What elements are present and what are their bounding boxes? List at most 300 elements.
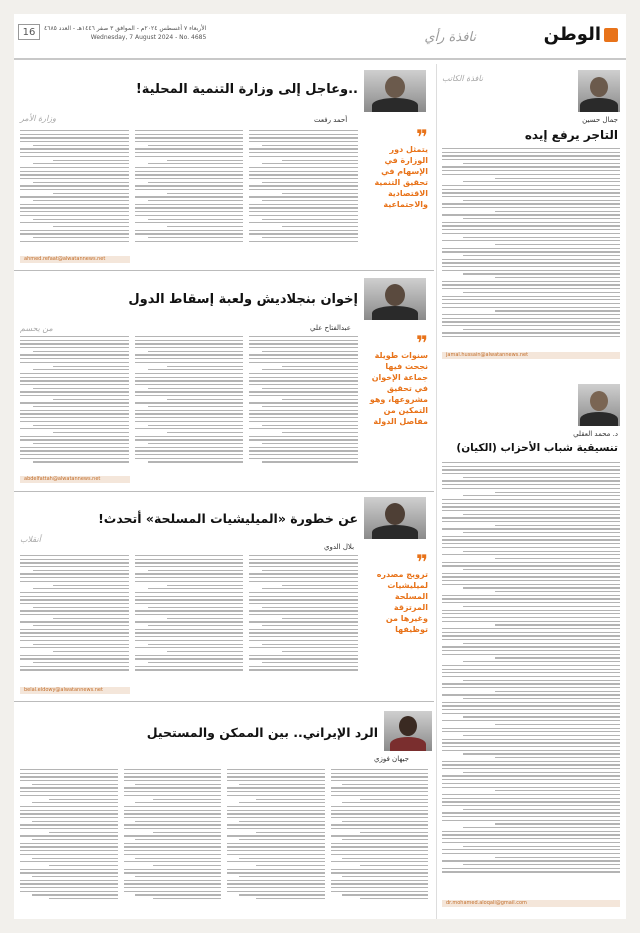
text-line — [124, 806, 222, 807]
page-header — [14, 14, 626, 60]
text-line — [20, 655, 129, 656]
text-line — [20, 185, 129, 186]
text-line — [249, 152, 358, 153]
text-line — [53, 432, 129, 433]
text-line — [442, 598, 620, 599]
text-line — [442, 750, 620, 751]
text-line — [20, 354, 129, 355]
text-line — [227, 813, 325, 814]
text-line — [20, 566, 129, 567]
pull-quote-text: سنوات طويلة نجحت فيها جماعة الإخوان في تحقيق مشروعها، وهو التمكين من مفاصل الدولة — [369, 351, 428, 426]
text-line — [135, 614, 244, 615]
text-line — [135, 636, 244, 637]
text-line — [249, 230, 358, 231]
text-line — [331, 872, 429, 873]
text-line — [135, 215, 244, 216]
page-number: 16 — [18, 24, 40, 40]
article-title: الرد الإيراني.. بين الممكن والمستحيل — [146, 725, 378, 740]
text-line — [249, 137, 358, 138]
text-line — [442, 639, 620, 640]
text-line — [249, 447, 358, 448]
text-line — [135, 233, 244, 234]
text-line — [135, 839, 221, 840]
text-line — [442, 189, 620, 190]
text-line — [135, 174, 244, 175]
text-line — [20, 806, 118, 807]
text-line — [33, 163, 129, 164]
text-line — [20, 402, 129, 403]
text-line — [249, 402, 358, 403]
text-line — [53, 651, 129, 652]
quote-mark-icon: ❞ — [416, 125, 428, 149]
text-line — [20, 189, 129, 190]
text-line — [342, 876, 428, 877]
text-line — [442, 539, 620, 540]
text-line — [239, 784, 325, 785]
text-line — [282, 432, 358, 433]
text-line — [249, 629, 358, 630]
text-line — [249, 340, 358, 341]
text-line — [227, 880, 325, 881]
text-line — [442, 746, 620, 747]
text-line — [463, 846, 620, 847]
text-line — [249, 171, 358, 172]
text-line — [495, 857, 620, 858]
text-line — [249, 241, 358, 242]
text-line — [442, 798, 620, 799]
text-line — [124, 843, 222, 844]
text-line — [442, 801, 620, 802]
text-line — [20, 573, 129, 574]
text-line — [463, 772, 620, 773]
text-line — [442, 325, 620, 326]
text-line — [442, 831, 620, 832]
text-line — [442, 259, 620, 260]
text-line — [463, 514, 620, 515]
text-line — [442, 584, 620, 585]
text-line — [495, 757, 620, 758]
text-line — [249, 614, 358, 615]
text-line — [33, 219, 129, 220]
text-line — [148, 145, 244, 146]
text-line — [249, 450, 358, 451]
text-line — [135, 610, 244, 611]
text-line — [167, 618, 243, 619]
text-line — [262, 406, 358, 407]
text-line — [342, 802, 428, 803]
text-line — [331, 880, 429, 881]
main-content — [14, 64, 434, 919]
text-line — [49, 799, 117, 800]
text-line — [20, 152, 129, 153]
author-email: dr.mohamed.aloqali@gmail.com — [446, 900, 527, 906]
text-line — [239, 839, 325, 840]
text-line — [135, 402, 244, 403]
text-line — [442, 233, 620, 234]
text-line — [20, 421, 129, 422]
text-line — [331, 850, 429, 851]
text-line — [331, 791, 429, 792]
text-line — [249, 610, 358, 611]
text-line — [135, 380, 244, 381]
main-article-2 — [14, 274, 434, 489]
text-line — [249, 207, 358, 208]
text-line — [282, 585, 358, 586]
article-tag: أنقلاب — [20, 535, 41, 544]
text-line — [463, 716, 620, 717]
text-line — [495, 310, 620, 311]
text-line — [148, 443, 244, 444]
text-line — [442, 705, 620, 706]
text-line — [20, 362, 129, 363]
text-line — [442, 838, 620, 839]
text-line — [442, 783, 620, 784]
text-line — [20, 647, 129, 648]
text-line — [32, 876, 118, 877]
text-line — [262, 644, 358, 645]
text-line — [135, 137, 244, 138]
text-line — [442, 174, 620, 175]
text-line — [135, 592, 244, 593]
text-line — [331, 795, 429, 796]
section-title: نافذة رأي — [424, 30, 476, 45]
text-line — [249, 222, 358, 223]
text-line — [33, 406, 129, 407]
text-line — [463, 827, 620, 828]
text-line — [442, 152, 620, 153]
text-line — [262, 388, 358, 389]
text-line — [442, 632, 620, 633]
text-line — [442, 155, 620, 156]
text-line — [227, 891, 325, 892]
text-column — [124, 769, 222, 909]
text-line — [20, 817, 118, 818]
divider — [14, 491, 434, 492]
text-line — [442, 820, 620, 821]
text-line — [442, 262, 620, 263]
text-line — [442, 665, 620, 666]
text-line — [442, 159, 620, 160]
text-line — [135, 336, 244, 337]
text-line — [442, 868, 620, 869]
text-line — [167, 651, 243, 652]
text-line — [167, 585, 243, 586]
text-line — [124, 795, 222, 796]
text-line — [20, 795, 118, 796]
text-line — [442, 222, 620, 223]
text-line — [135, 211, 244, 212]
text-column — [135, 555, 244, 680]
text-line — [135, 230, 244, 231]
text-line — [20, 776, 118, 777]
text-line — [463, 181, 620, 182]
article-tag: من يحسم — [20, 324, 53, 333]
text-line — [135, 373, 244, 374]
text-column — [20, 769, 118, 909]
text-line — [20, 130, 129, 131]
text-line — [20, 454, 129, 455]
text-line — [442, 332, 620, 333]
text-line — [20, 880, 118, 881]
text-line — [20, 621, 129, 622]
text-line — [33, 237, 129, 238]
text-line — [331, 891, 429, 892]
text-line — [249, 358, 358, 359]
text-line — [239, 894, 325, 895]
text-line — [442, 314, 620, 315]
text-line — [331, 813, 429, 814]
text-line — [442, 484, 620, 485]
text-line — [135, 241, 244, 242]
text-line — [20, 428, 129, 429]
text-line — [135, 204, 244, 205]
text-line — [124, 791, 222, 792]
text-line — [495, 624, 620, 625]
text-line — [148, 200, 244, 201]
text-line — [342, 784, 428, 785]
text-line — [135, 603, 244, 604]
text-line — [20, 835, 118, 836]
author-photo — [364, 497, 426, 539]
author-name: عبدالفتاح علي — [310, 324, 351, 332]
sidebar — [436, 64, 626, 919]
text-line — [20, 178, 129, 179]
text-line — [262, 570, 358, 571]
text-line — [135, 189, 244, 190]
text-line — [249, 632, 358, 633]
text-line — [463, 477, 620, 478]
text-line — [20, 222, 129, 223]
text-line — [442, 650, 620, 651]
text-line — [20, 861, 118, 862]
text-line — [442, 672, 620, 673]
text-line — [442, 871, 620, 872]
text-line — [249, 336, 358, 337]
text-line — [135, 555, 244, 556]
text-line — [20, 854, 118, 855]
text-line — [32, 821, 118, 822]
quote-mark-icon: ❞ — [416, 550, 428, 574]
text-line — [135, 207, 244, 208]
text-line — [227, 795, 325, 796]
author-photo — [384, 711, 432, 751]
text-line — [249, 167, 358, 168]
text-line — [239, 858, 325, 859]
text-line — [495, 244, 620, 245]
text-line — [442, 739, 620, 740]
text-line — [20, 436, 129, 437]
text-line — [20, 596, 129, 597]
text-line — [442, 473, 620, 474]
text-line — [442, 702, 620, 703]
text-line — [135, 647, 244, 648]
text-line — [442, 731, 620, 732]
text-line — [49, 832, 117, 833]
author-email: abdelfattah@alwatannews.net — [24, 476, 101, 482]
text-line — [442, 669, 620, 670]
text-line — [227, 854, 325, 855]
text-line — [148, 219, 244, 220]
text-line — [249, 458, 358, 459]
text-line — [442, 503, 620, 504]
text-line — [331, 787, 429, 788]
text-column — [135, 130, 244, 250]
text-line — [442, 248, 620, 249]
text-line — [442, 576, 620, 577]
masthead-logo — [544, 24, 618, 45]
text-line — [227, 843, 325, 844]
text-line — [463, 255, 620, 256]
text-line — [360, 865, 428, 866]
text-line — [442, 687, 620, 688]
text-line — [442, 266, 620, 267]
text-line — [463, 606, 620, 607]
text-line — [124, 780, 222, 781]
text-line — [135, 384, 244, 385]
text-line — [249, 666, 358, 667]
author-photo — [364, 278, 426, 320]
text-line — [33, 461, 129, 462]
text-line — [148, 388, 244, 389]
text-line — [135, 171, 244, 172]
text-line — [442, 573, 620, 574]
text-line — [32, 858, 118, 859]
text-line — [20, 137, 129, 138]
text-line — [20, 391, 129, 392]
text-line — [249, 421, 358, 422]
text-line — [442, 842, 620, 843]
author-email: ahmed.refaat@alwatannews.net — [24, 256, 106, 262]
text-line — [249, 603, 358, 604]
text-line — [442, 321, 620, 322]
text-line — [135, 130, 244, 131]
article-title: ..وعاجل إلى وزارة التنمية المحلية! — [135, 82, 358, 97]
text-line — [153, 799, 221, 800]
text-line — [463, 218, 620, 219]
text-line — [20, 581, 129, 582]
text-line — [20, 196, 129, 197]
text-line — [20, 204, 129, 205]
text-line — [331, 835, 429, 836]
text-line — [249, 354, 358, 355]
author-name: جيهان فوزي — [374, 755, 409, 763]
text-line — [20, 614, 129, 615]
text-line — [442, 805, 620, 806]
text-line — [442, 281, 620, 282]
text-line — [249, 559, 358, 560]
text-line — [148, 570, 244, 571]
text-line — [124, 850, 222, 851]
text-line — [135, 450, 244, 451]
pull-quote-text: يتمثل دور الوزارة في الإسهام في تحقيق التنمية الاقتصادية والاجتماعية — [374, 145, 428, 209]
text-line — [360, 898, 428, 899]
text-line — [135, 410, 244, 411]
text-line — [227, 872, 325, 873]
text-line — [20, 395, 129, 396]
text-line — [20, 380, 129, 381]
text-line — [249, 156, 358, 157]
text-line — [124, 846, 222, 847]
text-line — [148, 461, 244, 462]
author-name: أحمد رفعت — [314, 116, 348, 124]
text-line — [442, 720, 620, 721]
text-line — [249, 178, 358, 179]
text-line — [442, 170, 620, 171]
text-line — [148, 182, 244, 183]
text-line — [442, 299, 620, 300]
text-line — [262, 461, 358, 462]
text-line — [20, 599, 129, 600]
text-line — [20, 883, 118, 884]
text-line — [135, 343, 244, 344]
text-line — [256, 832, 324, 833]
text-line — [227, 850, 325, 851]
text-line — [135, 559, 244, 560]
text-line — [331, 806, 429, 807]
text-line — [20, 603, 129, 604]
text-line — [463, 643, 620, 644]
text-line — [442, 251, 620, 252]
text-line — [53, 366, 129, 367]
email-bar — [20, 256, 130, 263]
text-line — [249, 636, 358, 637]
text-line — [20, 336, 129, 337]
text-line — [249, 384, 358, 385]
quote-mark-icon: ❞ — [416, 331, 428, 355]
text-line — [249, 428, 358, 429]
text-line — [342, 839, 428, 840]
text-line — [20, 850, 118, 851]
text-line — [135, 413, 244, 414]
text-line — [360, 799, 428, 800]
text-line — [463, 587, 620, 588]
text-line — [442, 853, 620, 854]
text-line — [495, 558, 620, 559]
text-line — [124, 891, 222, 892]
text-line — [249, 669, 358, 670]
sidebar-article-2 — [436, 374, 626, 919]
text-line — [135, 196, 244, 197]
text-line — [442, 768, 620, 769]
text-line — [135, 894, 221, 895]
text-column — [20, 130, 129, 250]
text-line — [442, 469, 620, 470]
text-line — [495, 657, 620, 658]
dateline-arabic: الأربعاء ٧ أغسطس ٢٠٢٤م - الموافق ٣ صفر ١٤٤٦هـ - العدد ٤٦٨٥ — [44, 25, 207, 32]
text-line — [331, 887, 429, 888]
text-line — [331, 846, 429, 847]
text-line — [20, 629, 129, 630]
text-line — [463, 809, 620, 810]
text-line — [20, 640, 129, 641]
text-line — [442, 203, 620, 204]
text-line — [442, 466, 620, 467]
text-line — [167, 366, 243, 367]
article-title: التاجر يرفع إيده — [524, 128, 618, 142]
email-bar — [442, 352, 620, 359]
text-line — [249, 134, 358, 135]
text-line — [249, 380, 358, 381]
author-name: د. محمد العقلي — [573, 430, 618, 438]
text-line — [249, 581, 358, 582]
text-line — [53, 618, 129, 619]
text-line — [249, 647, 358, 648]
text-line — [495, 178, 620, 179]
text-line — [249, 373, 358, 374]
text-line — [463, 551, 620, 552]
text-line — [20, 410, 129, 411]
text-line — [33, 388, 129, 389]
